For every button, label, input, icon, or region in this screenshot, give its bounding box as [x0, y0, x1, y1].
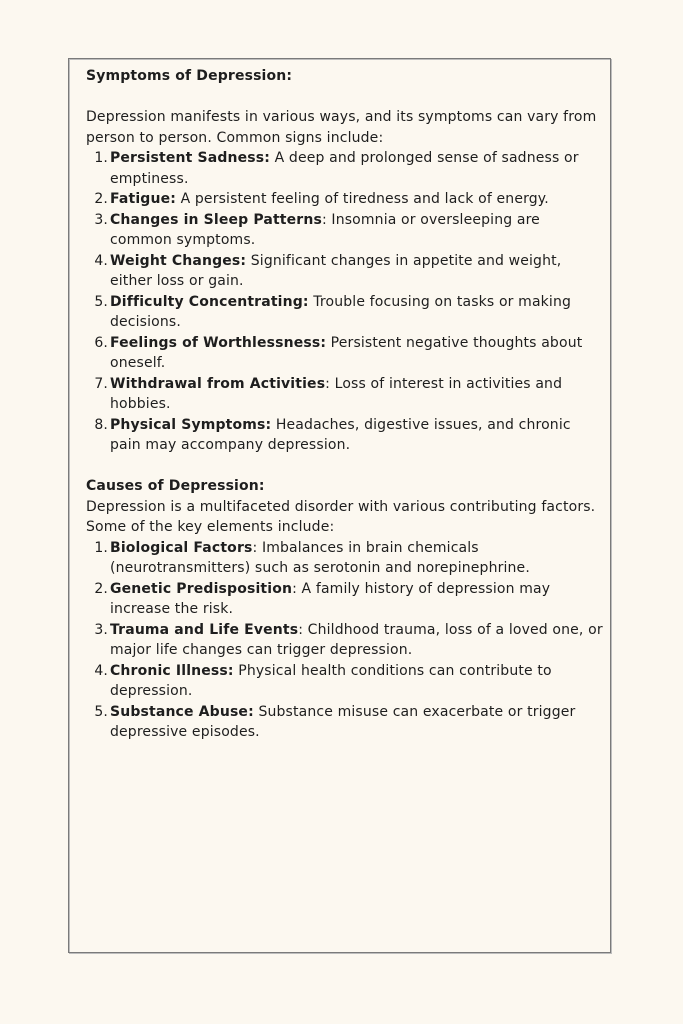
item-number: 2.	[94, 191, 108, 207]
list-item	[86, 292, 606, 333]
item-number: 1.	[94, 539, 108, 556]
item-term: Chronic Illness:	[110, 662, 234, 679]
symptoms-heading: Symptoms of Depression:	[86, 68, 293, 84]
causes-intro: Depression is a multifaceted disorder with various contributing factors. Some of the key elements include:	[86, 498, 596, 535]
item-term: Weight Changes:	[110, 252, 247, 269]
item-number: 8.	[94, 416, 108, 433]
item-description: : Childhood trauma, loss of a loved one, or major life changes can trigger depression.	[110, 621, 603, 658]
item-number: 4.	[94, 662, 108, 679]
item-description: : Insomnia or oversleeping are common symptoms.	[110, 211, 540, 248]
item-term: Physical Symptoms:	[110, 416, 272, 433]
symptoms-list	[86, 148, 606, 456]
document-content	[86, 66, 606, 743]
item-term: Changes in Sleep Patterns	[110, 211, 322, 228]
list-item	[86, 538, 606, 579]
item-number: 5.	[94, 703, 108, 720]
item-description: : Loss of interest in activities and hobbies.	[110, 375, 563, 412]
item-term: Difficulty Concentrating:	[110, 293, 309, 310]
item-term: Persistent Sadness:	[110, 150, 270, 166]
item-number: 2.	[94, 580, 108, 597]
item-number: 3.	[94, 621, 108, 638]
item-number: 4.	[94, 252, 108, 269]
item-term: Feelings of Worthlessness:	[110, 334, 327, 351]
item-number: 1.	[94, 150, 108, 166]
item-description: A deep and prolonged sense of sadness or emptiness.	[110, 150, 579, 187]
item-number: 6.	[94, 334, 108, 351]
list-item	[86, 415, 606, 456]
list-item	[86, 702, 606, 743]
list-item	[86, 579, 606, 620]
item-description: Headaches, digestive issues, and chronic pain may accompany depression.	[110, 416, 571, 453]
item-term: Genetic Predisposition	[110, 580, 293, 597]
item-description: A persistent feeling of tiredness and lack of energy.	[175, 191, 549, 207]
causes-list	[86, 538, 606, 743]
item-description: Trouble focusing on tasks or making decisions.	[110, 293, 572, 330]
item-description: Physical health conditions can contribute to depression.	[110, 662, 552, 699]
list-item	[86, 333, 606, 374]
item-term: Trauma and Life Events	[110, 621, 299, 638]
item-term: Biological Factors	[110, 539, 253, 556]
list-item	[86, 251, 606, 292]
item-term: Withdrawal from Activities	[110, 375, 326, 392]
list-item	[86, 661, 606, 702]
item-number: 3.	[94, 211, 108, 228]
item-description: Substance misuse can exacerbate or trigger depressive episodes.	[110, 703, 576, 740]
item-term: Substance Abuse:	[110, 703, 254, 720]
item-description: Persistent negative thoughts about oneself.	[110, 334, 583, 371]
list-item	[86, 374, 606, 415]
item-number: 7.	[94, 375, 108, 392]
list-item	[86, 148, 606, 189]
item-description: : Imbalances in brain chemicals (neurotransmitters) such as serotonin and norepinephrine.	[110, 539, 530, 576]
item-description: : A family history of depression may increase the risk.	[110, 580, 551, 617]
item-description: Significant changes in appetite and weight, either loss or gain.	[110, 252, 562, 289]
list-item	[86, 189, 606, 210]
causes-heading: Causes of Depression:	[86, 478, 265, 494]
list-item	[86, 620, 606, 661]
item-number: 5.	[94, 293, 108, 310]
spacer	[86, 456, 606, 477]
symptoms-intro: Depression manifests in various ways, and its symptoms can vary from person to person. Common signs include:	[86, 109, 597, 146]
spacer	[86, 87, 606, 108]
list-item	[86, 210, 606, 251]
item-term: Fatigue:	[110, 191, 176, 207]
